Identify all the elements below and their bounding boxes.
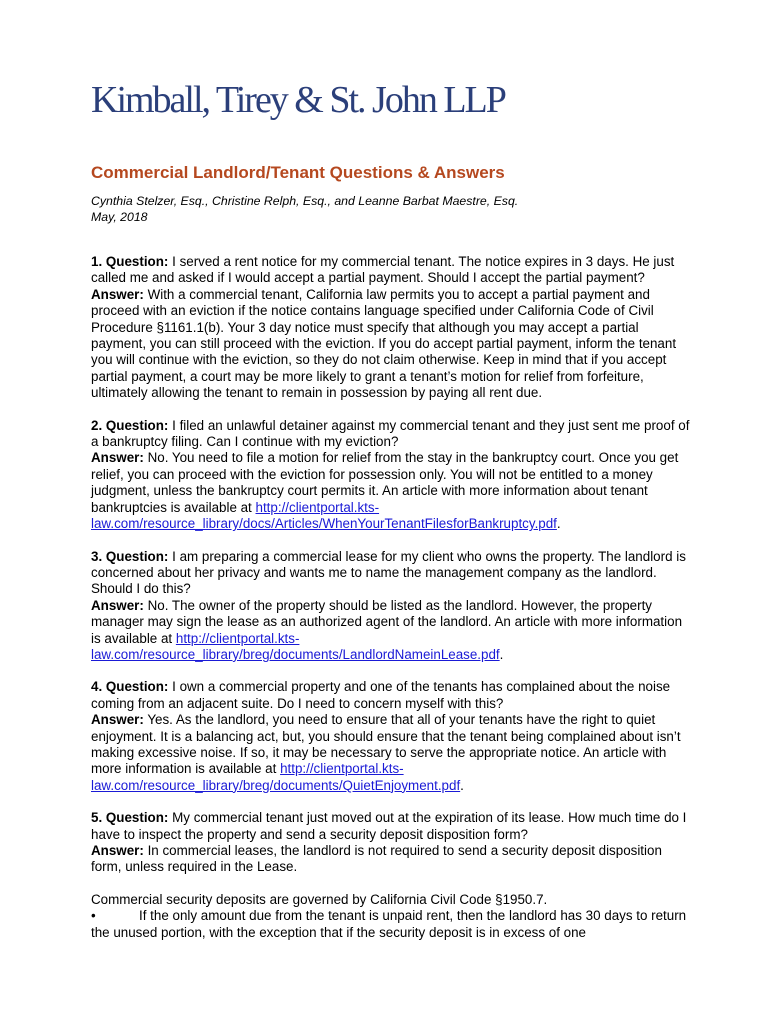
qa-item-2 — [91, 418, 691, 533]
question-text: I am preparing a commercial lease for my client who owns the property. The landlord is concerned about her privacy and wants me to name the management company as the landlord. Should I do this? — [91, 548, 686, 597]
question-label: 4. Question: — [91, 679, 169, 695]
question-text: I served a rent notice for my commercial tenant. The notice expires in 3 days. He just called me and asked if I would accept a partial payment. Should I accept the partial payment? — [91, 254, 675, 286]
question-text: I filed an unlawful detainer against my commercial tenant and they just sent me proof of a bankruptcy filing. Can I continue with my eviction? — [91, 417, 690, 450]
question-text: I own a commercial property and one of the tenants has complained about the noise coming from an adjacent suite. Do I need to concern myself with this? — [91, 679, 671, 711]
answer-text: Yes. As the landlord, you need to ensure that all of your tenants have the right to quiet enjoyment. It is a balancing act, but, you should ensure that the tenant being complained about isn’t making excessive noise. If so, it may be necessary to serve the appropriate notice. An article with more information is available at — [91, 712, 681, 777]
deposit-bullet-text: If the only amount due from the tenant is unpaid rent, then the landlord has 30 days to return the unused portion, with the exception that if the security deposit is in excess of one — [91, 908, 687, 940]
question-label: 1. Question: — [91, 254, 169, 269]
qa-item-3 — [91, 549, 691, 664]
question-label: 5. Question: — [91, 810, 169, 826]
answer-label: Answer: — [91, 597, 144, 613]
question-3 — [91, 549, 691, 598]
answer-4: Answer: Yes. As the landlord, you need to ensure that all of your tenants have the right to quiet enjoyment. It is a balancing act, but, you should ensure that the tenant being complained about isn’t making excessive noise. If so, it may be necessary to serve the appropriate notice. An article with more information is available at http://clientportal.kts-law.com/resource_library/breg/documents/QuietEnjoyment.pdf. — [91, 712, 681, 793]
answer-label: Answer: — [91, 450, 144, 466]
question-text: My commercial tenant just moved out at the expiration of its lease. How much time do I have to inspect the property and send a security deposit disposition form? — [91, 810, 687, 842]
qa-item-1 — [91, 254, 691, 402]
answer-text: No. The owner of the property should be listed as the landlord. However, the property manager may sign the lease as an authorized agent of the landlord. An article with more information is available at — [91, 597, 683, 646]
bankruptcy-article-link[interactable]: http://clientportal.kts-law.com/resource_library/docs/Articles/WhenYourTenantFilesforBankruptcy.pdf — [91, 499, 557, 532]
deposit-bullet-item — [91, 908, 691, 941]
question-5 — [91, 810, 691, 843]
security-deposit-section — [91, 892, 691, 941]
answer-text: With a commercial tenant, California law permits you to accept a partial payment and proceed with an eviction if the notice contains language specified under California Code of Civil Procedure §1161.1(b). Your 3 day notice must specify that although you may accept a partial payment, you can still proceed with the eviction. If you do accept partial payment, inform the tenant you will continue with the eviction, so they do not claim otherwise. Keep in mind that if you accept partial payment, a court may be more likely to grant a tenant’s motion for relief from forfeiture, ultimately allowing the tenant to remain in possession by paying all rent due. — [91, 286, 677, 401]
answer-label: Answer: — [91, 712, 144, 728]
question-label: 3. Question: — [91, 548, 169, 564]
quiet-enjoyment-article-link[interactable]: http://clientportal.kts-law.com/resource_library/breg/documents/QuietEnjoyment.pdf — [91, 761, 461, 793]
answer-5 — [91, 843, 691, 876]
answer-1 — [91, 287, 691, 402]
answer-text: No. You need to file a motion for relief from the stay in the bankruptcy court. Once you get relief, you can proceed with the eviction for possession only. You will not be entitled to a money judgment, unless the bankruptcy court permits it. An article with more information about tenant bankruptcies is available at — [91, 450, 679, 515]
answer-label: Answer: — [91, 286, 144, 302]
question-label: 2. Question: — [91, 417, 169, 433]
authors: Cynthia Stelzer, Esq., Christine Relph, Esq., and Leanne Barbat Maestre, Esq. — [91, 194, 519, 208]
answer-text: In commercial leases, the landlord is not required to send a security deposit disposition form, unless required in the Lease. — [91, 843, 662, 875]
qa-content — [91, 254, 691, 957]
question-1 — [91, 254, 691, 287]
page-title: Commercial Landlord/Tenant Questions & Answers — [91, 163, 505, 182]
landlord-name-article-link[interactable]: http://clientportal.kts-law.com/resource_library/breg/documents/LandlordNameinLease.pdf — [91, 630, 500, 662]
deposit-intro: Commercial security deposits are governed by California Civil Code §1950.7. — [91, 891, 548, 907]
answer-label: Answer: — [91, 843, 144, 858]
question-2 — [91, 418, 691, 451]
firm-name: Kimball, Tirey & St. John LLP — [91, 79, 505, 121]
qa-item-4 — [91, 679, 691, 794]
author-block — [91, 193, 518, 225]
answer-3: Answer: No. The owner of the property should be listed as the landlord. However, the property manager may sign the lease as an authorized agent of the landlord. An article with more information is available at http://clientportal.kts-law.com/resource_library/breg/documents/LandlordNameinLease.pdf. — [91, 597, 683, 662]
answer-2: Answer: No. You need to file a motion for relief from the stay in the bankruptcy court. Once you get relief, you can proceed with the eviction for possession only. You will not be entitled to a money judgment, unless the bankruptcy court permits it. An article with more information about tenant bankruptcies is available at http://clientportal.kts-law.com/resource_library/docs/Articles/WhenYourTenantFilesforBankruptcy.pdf. — [91, 450, 679, 532]
bullet-icon: • — [91, 908, 96, 924]
publish-date: May, 2018 — [91, 210, 148, 224]
qa-item-5 — [91, 810, 691, 876]
question-4 — [91, 679, 691, 712]
